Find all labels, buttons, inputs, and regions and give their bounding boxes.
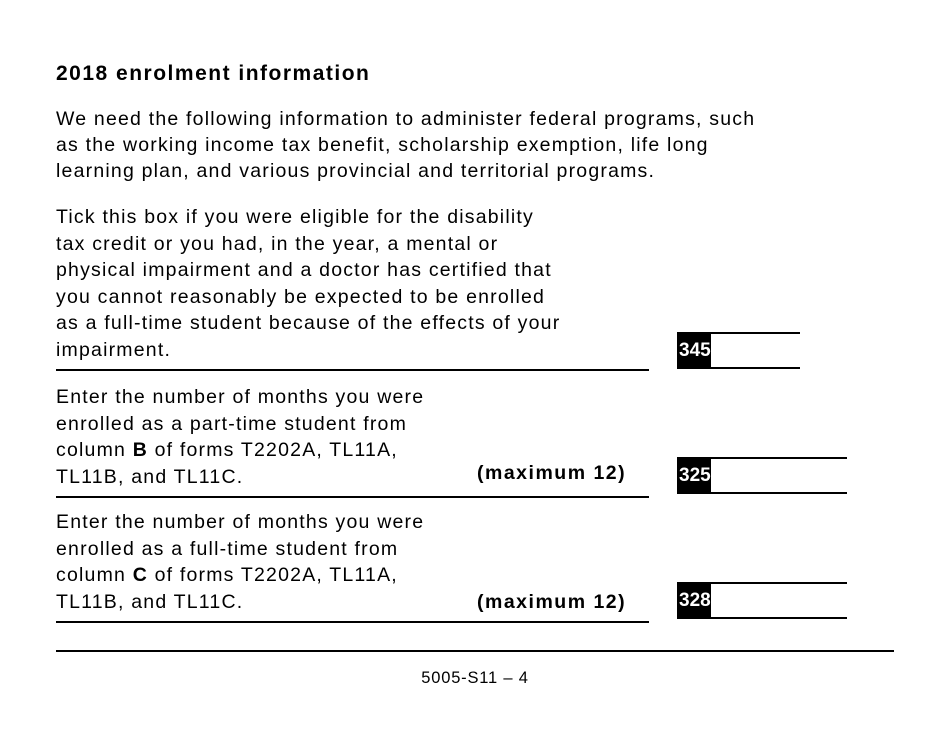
question-line: physical impairment and a doctor has certified that xyxy=(56,259,552,281)
intro-line: as the working income tax benefit, scholarship exemption, life long xyxy=(56,134,709,156)
line-code-325: 325 xyxy=(679,459,711,492)
full-time-months-input[interactable] xyxy=(711,584,950,617)
full-time-question-text xyxy=(56,509,424,615)
question-line: as a full-time student because of the effects of your xyxy=(56,312,561,334)
column-suffix: of forms T2202A, TL11A, xyxy=(147,439,398,461)
question-line: Enter the number of months you were xyxy=(56,511,425,533)
question-line: Tick this box if you were eligible for the disability xyxy=(56,206,534,228)
question-line: enrolled as a part-time student from xyxy=(56,412,408,435)
line-328-box xyxy=(677,582,847,619)
intro-line: learning plan, and various provincial and territorial programs. xyxy=(56,160,656,182)
column-prefix: column xyxy=(56,564,133,586)
question-line xyxy=(56,562,424,589)
intro-paragraph xyxy=(56,106,906,184)
question-line: impairment. xyxy=(56,338,172,361)
maximum-note: (maximum 12) xyxy=(477,591,627,613)
question-line: you cannot reasonably be expected to be enrolled xyxy=(56,285,546,308)
section-title: 2018 enrolment information xyxy=(56,62,371,85)
question-line: enrolled as a full-time student from xyxy=(56,537,399,560)
question-line: tax credit or you had, in the year, a mental or xyxy=(56,232,499,255)
question-line: Enter the number of months you were xyxy=(56,386,425,408)
disability-question-text xyxy=(56,204,560,363)
line-325-box xyxy=(677,457,847,494)
row-divider xyxy=(56,496,649,498)
column-suffix: of forms T2202A, TL11A, xyxy=(147,564,398,586)
question-line xyxy=(56,437,424,464)
intro-line: We need the following information to administer federal programs, such xyxy=(56,108,756,130)
line-code-345: 345 xyxy=(679,334,711,367)
page-number: 5005-S11 – 4 xyxy=(421,669,529,687)
footer-divider xyxy=(56,650,894,652)
part-time-months-input[interactable] xyxy=(711,459,950,492)
line-code-328: 328 xyxy=(679,584,711,617)
column-letter: B xyxy=(132,439,148,461)
question-line: TL11B, and TL11C. xyxy=(56,465,244,488)
part-time-question-text xyxy=(56,384,424,490)
column-prefix: column xyxy=(56,439,133,461)
line-345-checkbox-field[interactable] xyxy=(711,334,950,367)
column-letter: C xyxy=(132,564,148,586)
row-divider xyxy=(56,369,649,371)
row-divider xyxy=(56,621,649,623)
line-345-box xyxy=(677,332,800,369)
maximum-note: (maximum 12) xyxy=(477,462,627,484)
question-line: TL11B, and TL11C. xyxy=(56,590,244,613)
